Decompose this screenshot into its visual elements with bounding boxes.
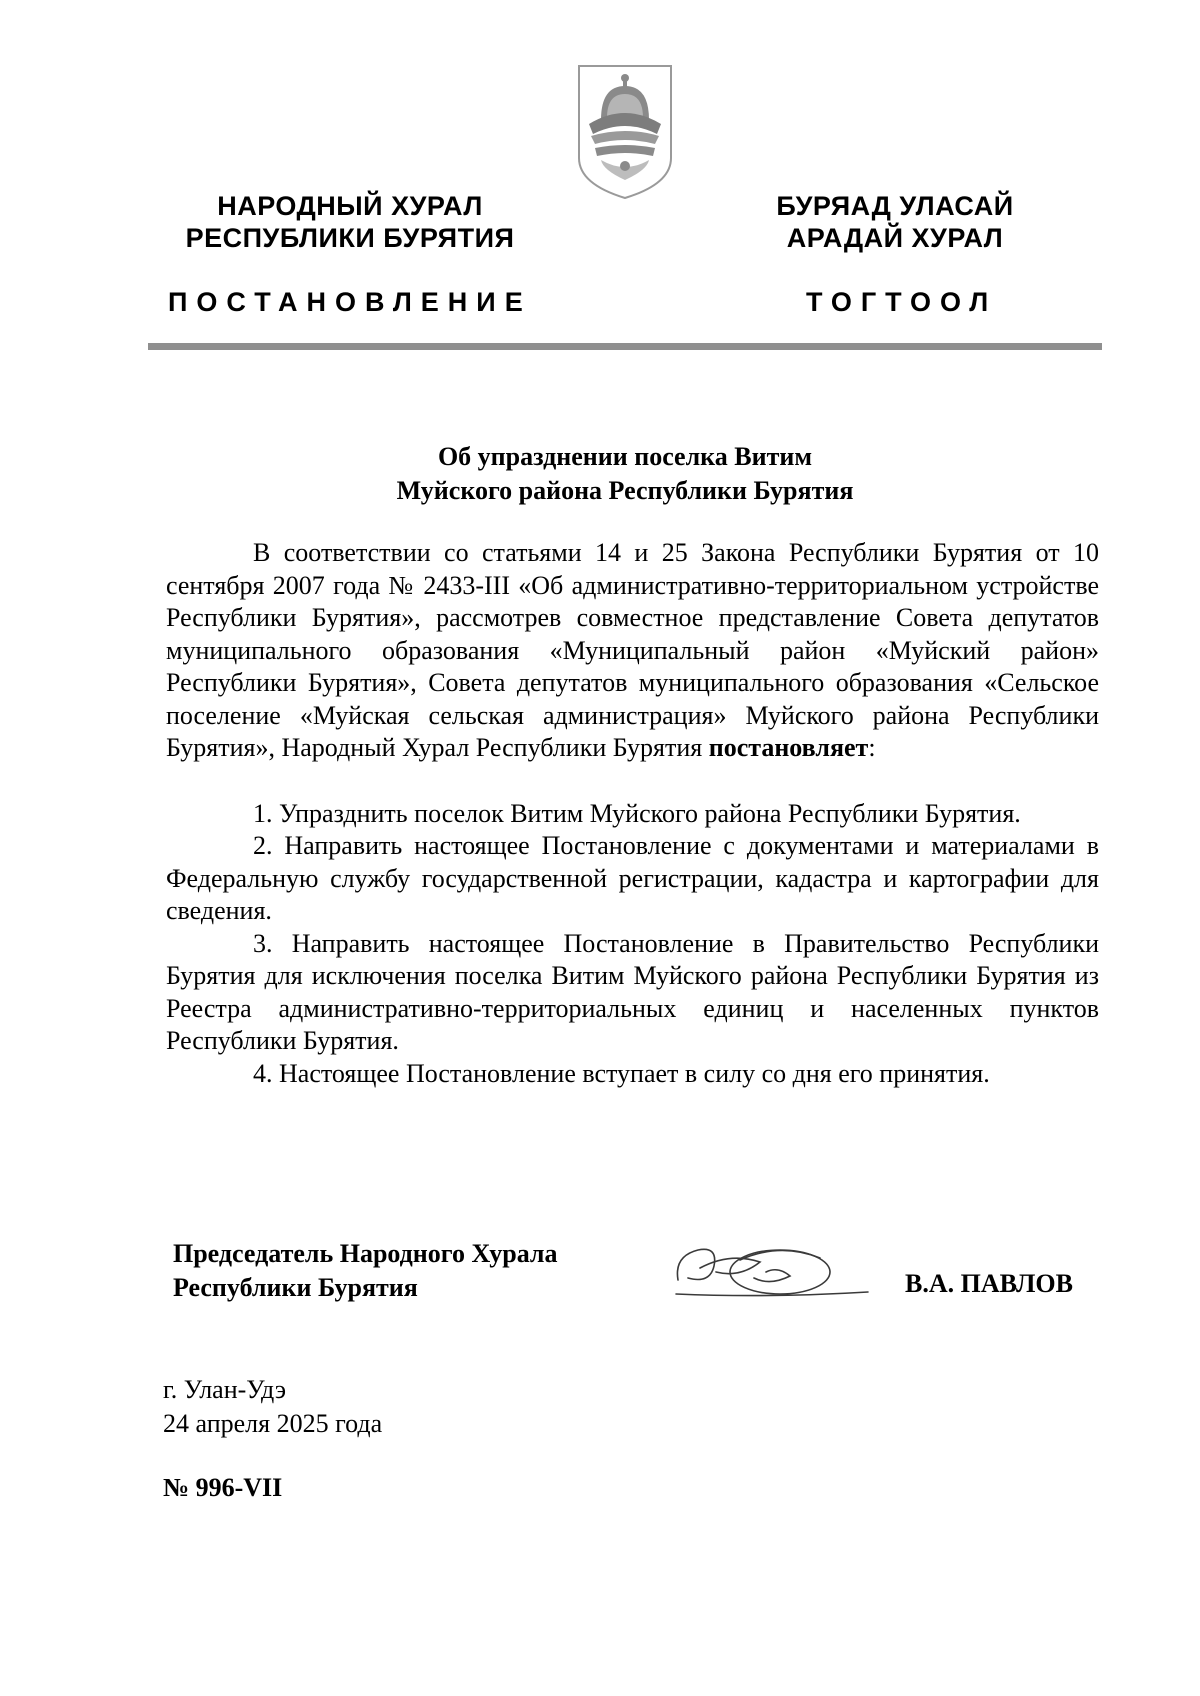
preamble-text: В соответствии со статьями 14 и 25 Закона Республики Бурятия от 10 сентября 2007 года № 2433-III «Об административно-территориальном устройстве Республики Бурятия», рассмотрев совместное представление Совета депутатов муниципального образования «Муниципальный район «Муйский район» Республики Бурятия», Совета депутатов муниципального образования «Сельское поселение «Муйская сельская администрация» Муйского района Республики Бурятия», Народный Хурал Республики Бурятия [166, 538, 1099, 762]
header-divider [148, 343, 1102, 350]
signatory-position [173, 1237, 558, 1305]
document-title-line-1: Об упразднении поселка Витим [437, 442, 813, 471]
place: г. Улан-Удэ [163, 1375, 287, 1404]
resolution-item-1: 1. Упразднить поселок Витим Муйского района Республики Бурятия. [253, 798, 1021, 828]
parliament-name-russian-line-2: РЕСПУБЛИКИ БУРЯТИЯ [185, 223, 515, 253]
parliament-name-russian-line-1: НАРОДНЫЙ ХУРАЛ [217, 191, 483, 221]
signatory-position-line-2: Республики Бурятия [173, 1273, 418, 1302]
resolution-item-2: 2. Направить настоящее Постановление с документами и материалами в Федеральную службу государственной регистрации, кадастра и картографии для сведения. [166, 831, 1099, 925]
document-title-line-2: Муйского района Республики Бурятия [396, 476, 854, 505]
document-body [166, 537, 1099, 1090]
parliament-name-buryat-line-2: АРАДАЙ ХУРАЛ [786, 223, 1004, 253]
document-number: № 996-VII [163, 1473, 283, 1502]
preamble-emphasis: постановляет [708, 733, 869, 762]
parliament-name-buryat [745, 190, 1045, 254]
preamble-paragraph [166, 537, 1099, 765]
document-type-russian: ПОСТАНОВЛЕНИЕ [168, 287, 532, 317]
parliament-name-buryat-line-1: БУРЯАД УЛАСАЙ [776, 191, 1014, 221]
coat-of-arms-icon [575, 62, 675, 202]
paragraph-gap [166, 765, 1099, 798]
handwritten-signature-icon [670, 1232, 870, 1304]
document-type-buryat: ТОГТООЛ [806, 287, 998, 317]
preamble-ending: : [868, 733, 876, 762]
resolution-item-3: 3. Направить настоящее Постановление в Правительство Республики Бурятия для исключения поселка Витим Муйского района Республики Бурятия из Реестра административно-территориальных единиц и населенных пунктов Республики Бурятия. [166, 928, 1099, 1055]
resolution-item-4: 4. Настоящее Постановление вступает в силу со дня его принятия. [253, 1058, 990, 1088]
signatory-position-line-1: Председатель Народного Хурала [173, 1239, 558, 1268]
date: 24 апреля 2025 года [163, 1409, 383, 1438]
parliament-name-russian [150, 190, 550, 254]
place-and-date [163, 1373, 382, 1441]
document-title [148, 440, 1102, 508]
signatory-name: В.А. ПАВЛОВ [905, 1269, 1073, 1298]
